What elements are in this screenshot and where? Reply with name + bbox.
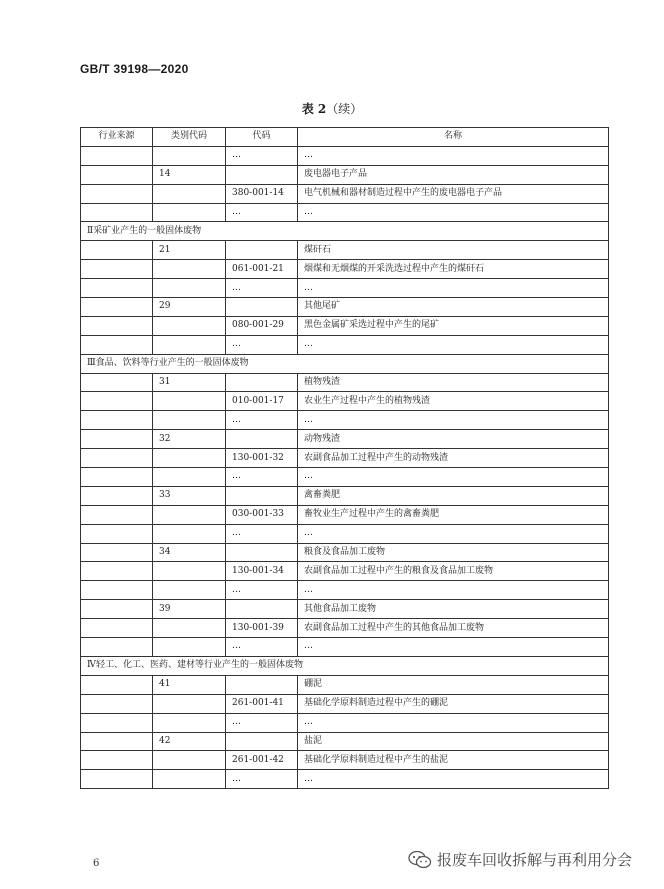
code-cell: … bbox=[226, 203, 298, 222]
table-row bbox=[81, 675, 609, 694]
name-cell: … bbox=[298, 581, 609, 600]
industry-source-cell bbox=[81, 732, 153, 751]
name-cell: … bbox=[298, 411, 609, 430]
code-cell bbox=[226, 732, 298, 751]
name-cell: 废电器电子产品 bbox=[298, 165, 609, 184]
code-cell: … bbox=[226, 638, 298, 657]
watermark bbox=[408, 849, 632, 870]
name-cell: … bbox=[298, 146, 609, 165]
category-code-cell bbox=[153, 260, 226, 279]
table-row bbox=[81, 505, 609, 524]
code-cell: … bbox=[226, 468, 298, 487]
name-cell: … bbox=[298, 468, 609, 487]
name-cell: 农副食品加工过程中产生的动物残渣 bbox=[298, 449, 609, 468]
name-cell: … bbox=[298, 638, 609, 657]
industry-source-cell bbox=[81, 675, 153, 694]
industry-source-cell bbox=[81, 694, 153, 713]
name-cell: … bbox=[298, 203, 609, 222]
header-category-code: 类别代码 bbox=[153, 128, 226, 147]
industry-source-cell bbox=[81, 316, 153, 335]
section-title: Ⅱ采矿业产生的一般固体废物 bbox=[81, 222, 609, 241]
name-cell: 黑色金属矿采选过程中产生的尾矿 bbox=[298, 316, 609, 335]
section-title: Ⅲ食品、饮料等行业产生的一般固体废物 bbox=[81, 354, 609, 373]
code-cell bbox=[226, 543, 298, 562]
watermark-text: 报废车回收拆解与再利用分会 bbox=[437, 851, 633, 869]
code-cell bbox=[226, 675, 298, 694]
industry-source-cell bbox=[81, 373, 153, 392]
code-cell bbox=[226, 373, 298, 392]
category-code-cell bbox=[153, 203, 226, 222]
table-body bbox=[81, 146, 609, 788]
section-row bbox=[81, 656, 609, 675]
waste-code-table bbox=[80, 127, 609, 789]
table-row bbox=[81, 316, 609, 335]
industry-source-cell bbox=[81, 298, 153, 317]
name-cell: 电气机械和器材制造过程中产生的废电器电子产品 bbox=[298, 184, 609, 203]
table-row bbox=[81, 562, 609, 581]
category-code-cell bbox=[153, 619, 226, 638]
industry-source-cell bbox=[81, 146, 153, 165]
code-cell: … bbox=[226, 713, 298, 732]
industry-source-cell bbox=[81, 751, 153, 770]
code-cell: … bbox=[226, 581, 298, 600]
table-row bbox=[81, 411, 609, 430]
industry-source-cell bbox=[81, 449, 153, 468]
name-cell: 粮食及食品加工废物 bbox=[298, 543, 609, 562]
code-cell: 061-001-21 bbox=[226, 260, 298, 279]
category-code-cell: 41 bbox=[153, 675, 226, 694]
section-row bbox=[81, 354, 609, 373]
name-cell: 基础化学原料制造过程中产生的盐泥 bbox=[298, 751, 609, 770]
name-cell: 农副食品加工过程中产生的粮食及食品加工废物 bbox=[298, 562, 609, 581]
code-cell: 080-001-29 bbox=[226, 316, 298, 335]
industry-source-cell bbox=[81, 430, 153, 449]
industry-source-cell bbox=[81, 505, 153, 524]
code-cell: 030-001-33 bbox=[226, 505, 298, 524]
name-cell: 烟煤和无烟煤的开采洗选过程中产生的煤矸石 bbox=[298, 260, 609, 279]
category-code-cell bbox=[153, 751, 226, 770]
table-row bbox=[81, 430, 609, 449]
header-industry-source: 行业来源 bbox=[81, 128, 153, 147]
code-cell: 261-001-42 bbox=[226, 751, 298, 770]
table-row bbox=[81, 449, 609, 468]
name-cell: 盐泥 bbox=[298, 732, 609, 751]
category-code-cell bbox=[153, 449, 226, 468]
category-code-cell: 34 bbox=[153, 543, 226, 562]
table-row bbox=[81, 468, 609, 487]
table-row bbox=[81, 392, 609, 411]
name-cell: … bbox=[298, 524, 609, 543]
name-cell: 农业生产过程中产生的植物残渣 bbox=[298, 392, 609, 411]
table-row bbox=[81, 279, 609, 298]
table-row bbox=[81, 165, 609, 184]
category-code-cell bbox=[153, 694, 226, 713]
industry-source-cell bbox=[81, 562, 153, 581]
section-title: Ⅳ轻工、化工、医药、建材等行业产生的一般固体废物 bbox=[81, 656, 609, 675]
code-cell: 130-001-32 bbox=[226, 449, 298, 468]
code-cell: … bbox=[226, 279, 298, 298]
category-code-cell bbox=[153, 392, 226, 411]
code-cell: … bbox=[226, 770, 298, 789]
table-row bbox=[81, 373, 609, 392]
code-cell: 261-001-41 bbox=[226, 694, 298, 713]
name-cell: 煤矸石 bbox=[298, 241, 609, 260]
category-code-cell bbox=[153, 524, 226, 543]
industry-source-cell bbox=[81, 543, 153, 562]
name-cell: 其他尾矿 bbox=[298, 298, 609, 317]
header-code: 代码 bbox=[226, 128, 298, 147]
industry-source-cell bbox=[81, 279, 153, 298]
category-code-cell bbox=[153, 335, 226, 354]
table-row bbox=[81, 770, 609, 789]
name-cell: 其他食品加工废物 bbox=[298, 600, 609, 619]
name-cell: … bbox=[298, 279, 609, 298]
name-cell: 动物残渣 bbox=[298, 430, 609, 449]
name-cell: 农副食品加工过程中产生的其他食品加工废物 bbox=[298, 619, 609, 638]
code-cell bbox=[226, 430, 298, 449]
industry-source-cell bbox=[81, 638, 153, 657]
category-code-cell bbox=[153, 316, 226, 335]
category-code-cell: 32 bbox=[153, 430, 226, 449]
code-cell: 130-001-34 bbox=[226, 562, 298, 581]
category-code-cell: 21 bbox=[153, 241, 226, 260]
category-code-cell: 31 bbox=[153, 373, 226, 392]
industry-source-cell bbox=[81, 165, 153, 184]
category-code-cell: 29 bbox=[153, 298, 226, 317]
industry-source-cell bbox=[81, 486, 153, 505]
table-row bbox=[81, 581, 609, 600]
category-code-cell bbox=[153, 562, 226, 581]
category-code-cell bbox=[153, 184, 226, 203]
code-cell: … bbox=[226, 146, 298, 165]
category-code-cell bbox=[153, 279, 226, 298]
table-row bbox=[81, 184, 609, 203]
name-cell: 基础化学原料制造过程中产生的硼泥 bbox=[298, 694, 609, 713]
industry-source-cell bbox=[81, 619, 153, 638]
category-code-cell bbox=[153, 770, 226, 789]
table-header-row bbox=[81, 128, 609, 147]
table-row bbox=[81, 486, 609, 505]
category-code-cell bbox=[153, 713, 226, 732]
code-cell: … bbox=[226, 524, 298, 543]
code-cell bbox=[226, 298, 298, 317]
category-code-cell bbox=[153, 581, 226, 600]
table-title-suffix: （续） bbox=[326, 102, 363, 116]
table-row bbox=[81, 751, 609, 770]
table-row bbox=[81, 543, 609, 562]
category-code-cell: 39 bbox=[153, 600, 226, 619]
table-row bbox=[81, 335, 609, 354]
code-cell: 130-001-39 bbox=[226, 619, 298, 638]
name-cell: … bbox=[298, 713, 609, 732]
category-code-cell bbox=[153, 505, 226, 524]
industry-source-cell bbox=[81, 392, 153, 411]
table-title-number: 表 2 bbox=[301, 102, 327, 116]
category-code-cell bbox=[153, 146, 226, 165]
table-row bbox=[81, 638, 609, 657]
table-row bbox=[81, 694, 609, 713]
standard-code: GB/T 39198—2020 bbox=[80, 62, 189, 76]
category-code-cell: 42 bbox=[153, 732, 226, 751]
code-cell: 010-001-17 bbox=[226, 392, 298, 411]
name-cell: … bbox=[298, 770, 609, 789]
code-cell: … bbox=[226, 335, 298, 354]
industry-source-cell bbox=[81, 713, 153, 732]
wechat-icon bbox=[408, 850, 432, 870]
industry-source-cell bbox=[81, 184, 153, 203]
category-code-cell bbox=[153, 638, 226, 657]
table-row bbox=[81, 203, 609, 222]
name-cell: … bbox=[298, 335, 609, 354]
table-row bbox=[81, 600, 609, 619]
industry-source-cell bbox=[81, 600, 153, 619]
table-row bbox=[81, 619, 609, 638]
industry-source-cell bbox=[81, 411, 153, 430]
table-row bbox=[81, 241, 609, 260]
code-cell bbox=[226, 241, 298, 260]
page-number: 6 bbox=[93, 858, 100, 869]
section-row bbox=[81, 222, 609, 241]
industry-source-cell bbox=[81, 524, 153, 543]
table-row bbox=[81, 260, 609, 279]
industry-source-cell bbox=[81, 770, 153, 789]
industry-source-cell bbox=[81, 203, 153, 222]
industry-source-cell bbox=[81, 468, 153, 487]
industry-source-cell bbox=[81, 241, 153, 260]
table-row bbox=[81, 713, 609, 732]
name-cell: 畜牧业生产过程中产生的禽畜粪肥 bbox=[298, 505, 609, 524]
category-code-cell: 33 bbox=[153, 486, 226, 505]
category-code-cell bbox=[153, 411, 226, 430]
table-row bbox=[81, 298, 609, 317]
table-row bbox=[81, 146, 609, 165]
name-cell: 硼泥 bbox=[298, 675, 609, 694]
category-code-cell bbox=[153, 468, 226, 487]
industry-source-cell bbox=[81, 335, 153, 354]
industry-source-cell bbox=[81, 260, 153, 279]
table-row bbox=[81, 732, 609, 751]
code-cell: 380-001-14 bbox=[226, 184, 298, 203]
category-code-cell: 14 bbox=[153, 165, 226, 184]
code-cell: … bbox=[226, 411, 298, 430]
header-name: 名称 bbox=[298, 128, 609, 147]
code-cell bbox=[226, 165, 298, 184]
industry-source-cell bbox=[81, 581, 153, 600]
name-cell: 植物残渣 bbox=[298, 373, 609, 392]
table-title bbox=[0, 100, 664, 117]
table-row bbox=[81, 524, 609, 543]
code-cell bbox=[226, 600, 298, 619]
name-cell: 禽畜粪肥 bbox=[298, 486, 609, 505]
code-cell bbox=[226, 486, 298, 505]
